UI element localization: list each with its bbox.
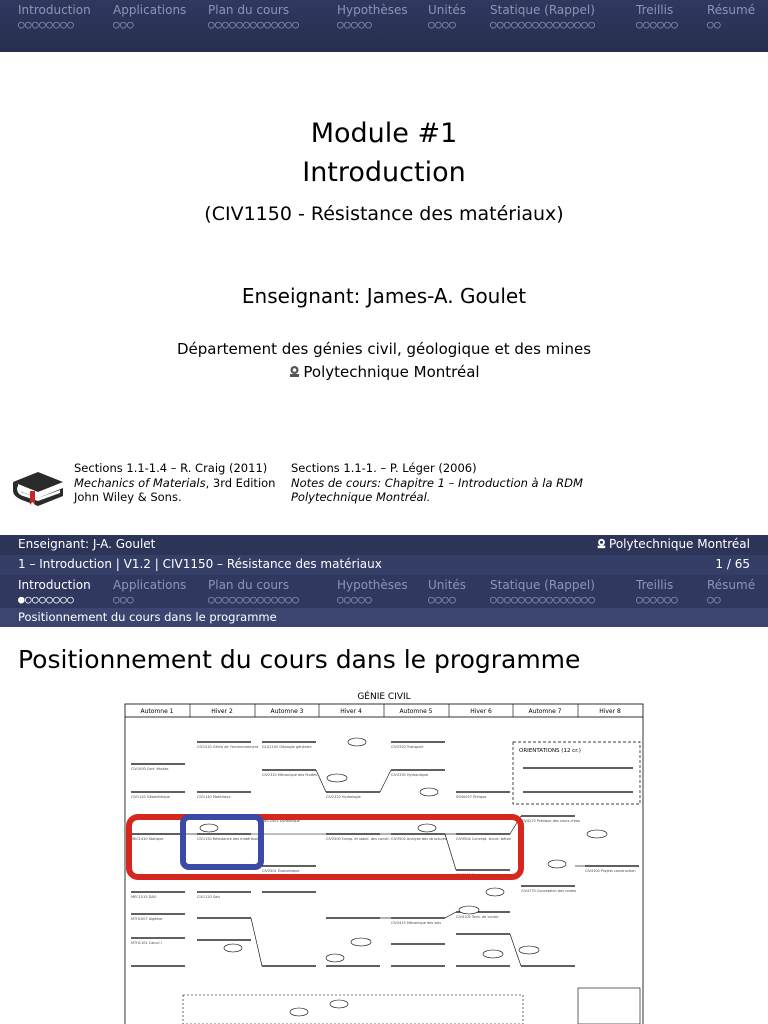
- svg-text:GLQ1100 Géologie générale: GLQ1100 Géologie générale: [262, 745, 312, 749]
- reference-leger-line1: Sections 1.1-1. – P. Léger (2006): [291, 461, 477, 475]
- svg-text:CIV4105 Tech. de constr.: CIV4105 Tech. de constr.: [456, 915, 500, 919]
- nav-dots-plan[interactable]: ○○○○○○○○○○○○○: [208, 18, 300, 31]
- nav-section-plan[interactable]: Plan du cours: [208, 3, 290, 17]
- svg-text:SSH0057 Éthique: SSH0057 Éthique: [456, 795, 487, 799]
- reference-leger-line2: Notes de cours: Chapitre 1 – Introduction à la RDM: [291, 475, 583, 490]
- teacher-name: Enseignant: James-A. Goulet: [241, 284, 527, 308]
- semester-3: Automne 3: [270, 708, 304, 715]
- svg-text:MTH1007 Algèbre: MTH1007 Algèbre: [131, 917, 163, 921]
- nav-dots-hypotheses[interactable]: ○○○○○: [337, 18, 373, 31]
- book-icon: [10, 460, 66, 506]
- svg-text:CIV1150 Résistance des matéria: CIV1150 Résistance des matériaux: [197, 837, 259, 841]
- subsection-title[interactable]: Positionnement du cours dans le programme: [18, 610, 277, 624]
- semester-5: Automne 5: [399, 708, 433, 715]
- svg-text:CIV1210 Génie de l'environneme: CIV1210 Génie de l'environnement: [197, 745, 259, 749]
- slide-title: Introduction: [302, 157, 466, 188]
- nav-section-unites[interactable]: Unités: [428, 3, 467, 17]
- nav-dots-applications[interactable]: ○○○: [113, 18, 135, 31]
- module-number: Module #1: [310, 118, 458, 149]
- svg-text:CIV4270 Pratique des cours d'e: CIV4270 Pratique des cours d'eau: [521, 819, 581, 823]
- nav2-dots-applications[interactable]: ○○○: [113, 593, 135, 606]
- diagram-heading: GÉNIE CIVIL: [357, 692, 411, 702]
- reference-craig-edition: , 3rd Edition: [205, 475, 276, 490]
- footer-institution-name: Polytechnique Montréal: [609, 537, 750, 551]
- svg-text:CIV2501 Économique: CIV2501 Économique: [262, 869, 300, 873]
- nav-section-hypotheses[interactable]: Hypothèses: [337, 3, 408, 17]
- nav-section-treillis[interactable]: Treillis: [636, 3, 674, 17]
- nav2-dots-statique[interactable]: ○○○○○○○○○○○○○○○: [490, 593, 596, 606]
- reference-craig-book-title: Mechanics of Materials: [74, 475, 206, 490]
- svg-text:CIV1140 Matériaux: CIV1140 Matériaux: [197, 795, 231, 799]
- semester-7: Automne 7: [528, 708, 562, 715]
- footer-page-number: 1 / 65: [715, 557, 750, 571]
- svg-text:CIV3415 Mécanique des sols: CIV3415 Mécanique des sols: [391, 921, 442, 925]
- svg-text:CIV3502 Analyse des structures: CIV3502 Analyse des structures: [391, 837, 447, 841]
- frame-title: Positionnement du cours dans le programme: [18, 645, 581, 674]
- nav-section-statique[interactable]: Statique (Rappel): [490, 3, 595, 17]
- institution-line: [0, 363, 768, 381]
- svg-text:CIV2310 Mécanique des fluides: CIV2310 Mécanique des fluides: [262, 773, 317, 777]
- reference-leger: [291, 461, 583, 505]
- footer-teacher: Enseignant: J-A. Goulet: [18, 537, 156, 551]
- nav2-section-plan[interactable]: Plan du cours: [208, 578, 290, 592]
- nav2-section-statique[interactable]: Statique (Rappel): [490, 578, 595, 592]
- nav-dots-treillis[interactable]: ○○○○○○: [636, 18, 679, 31]
- nav-dots-statique[interactable]: ○○○○○○○○○○○○○○○: [490, 18, 596, 31]
- slide2-navigation-bar: [0, 575, 768, 608]
- nav-section-applications[interactable]: Applications: [113, 3, 187, 17]
- nav-dots-introduction[interactable]: ○○○○○○○○: [18, 18, 75, 31]
- footer-course-line: 1 – Introduction | V1.2 | CIV1150 – Résistance des matériaux: [18, 557, 382, 571]
- nav2-dots-hypotheses[interactable]: ○○○○○: [337, 593, 373, 606]
- semester-4: Hiver 4: [340, 708, 362, 715]
- nav2-dots-unites[interactable]: ○○○○: [428, 593, 457, 606]
- svg-text:MEC1410 Statique: MEC1410 Statique: [131, 837, 164, 841]
- nav2-dots-resume[interactable]: ○○: [707, 593, 722, 606]
- subsection-bar: [0, 608, 768, 627]
- reference-craig-line1: Sections 1.1-1.4 – R. Craig (2011): [74, 461, 268, 475]
- reference-leger-line3: Polytechnique Montréal.: [291, 490, 431, 504]
- nav-section-resume[interactable]: Résumé: [707, 3, 756, 17]
- nav2-section-treillis[interactable]: Treillis: [636, 578, 674, 592]
- nav2-dots-introduction[interactable]: ●○○○○○○○: [18, 593, 75, 606]
- nav2-section-unites[interactable]: Unités: [428, 578, 467, 592]
- orientations-label: ORIENTATIONS (12 cr.): [519, 748, 581, 754]
- svg-text:CIV1120 Géométrique: CIV1120 Géométrique: [131, 795, 170, 799]
- footer-institution: [596, 537, 750, 551]
- semester-1: Automne 1: [140, 708, 174, 715]
- svg-text:CIV2500 Comp. et stabil. des c: CIV2500 Comp. et stabil. des constr.: [326, 837, 390, 841]
- institution-name: Polytechnique Montréal: [303, 363, 480, 381]
- department-name: Département des génies civil, géologique et des mines: [176, 340, 592, 358]
- nav2-section-hypotheses[interactable]: Hypothèses: [337, 578, 408, 592]
- nav2-dots-treillis[interactable]: ○○○○○○: [636, 593, 679, 606]
- svg-text:CIV3504 Concept. struct. béton: CIV3504 Concept. struct. béton: [456, 837, 512, 841]
- svg-text:CIV4100 Projets construction: CIV4100 Projets construction: [585, 869, 636, 873]
- semester-2: Hiver 2: [211, 708, 233, 715]
- nav2-section-introduction[interactable]: Introduction: [18, 578, 91, 592]
- svg-text:CIV3320 Transport: CIV3320 Transport: [391, 745, 424, 749]
- nav2-section-applications[interactable]: Applications: [113, 578, 187, 592]
- polytechnique-logo-icon: [288, 365, 301, 378]
- nav2-section-resume[interactable]: Résumé: [707, 578, 756, 592]
- svg-text:CIV1120 Sols: CIV1120 Sols: [197, 895, 221, 899]
- nav-dots-resume[interactable]: ○○: [707, 18, 722, 31]
- reference-craig-line3: John Wiley & Sons.: [74, 490, 182, 504]
- footer-teacher-bar: [0, 535, 768, 555]
- reference-craig: [74, 461, 275, 505]
- nav-dots-unites[interactable]: ○○○○: [428, 18, 457, 31]
- semester-6: Hiver 6: [470, 708, 492, 715]
- svg-text:CIV2320 Hydrologie: CIV2320 Hydrologie: [326, 795, 361, 799]
- svg-text:CIV3503 Concept. struct. acier: CIV3503 Concept. struct. acier: [456, 873, 510, 877]
- polytechnique-logo-icon: [596, 538, 607, 549]
- reference-craig-line2: [74, 476, 275, 491]
- semester-8: Hiver 8: [599, 708, 621, 715]
- svg-text:CIV4770 Conception des routes: CIV4770 Conception des routes: [521, 889, 577, 893]
- top-navigation-bar: [0, 0, 768, 52]
- program-diagram: [123, 686, 646, 1024]
- svg-text:MEC2405 Dynamique: MEC2405 Dynamique: [262, 819, 300, 823]
- nav-section-introduction[interactable]: Introduction: [18, 3, 91, 17]
- svg-text:MTH1101 Calcul I: MTH1101 Calcul I: [131, 941, 162, 945]
- course-name: (CIV1150 - Résistance des matériaux): [204, 203, 564, 225]
- nav2-dots-plan[interactable]: ○○○○○○○○○○○○○: [208, 593, 300, 606]
- svg-text:CIV3330 Hydraulique: CIV3330 Hydraulique: [391, 773, 429, 777]
- svg-text:MEC1515 DAO: MEC1515 DAO: [131, 895, 157, 899]
- footer-course-bar: [0, 555, 768, 575]
- svg-text:CIV1000 Cert. études: CIV1000 Cert. études: [131, 767, 169, 771]
